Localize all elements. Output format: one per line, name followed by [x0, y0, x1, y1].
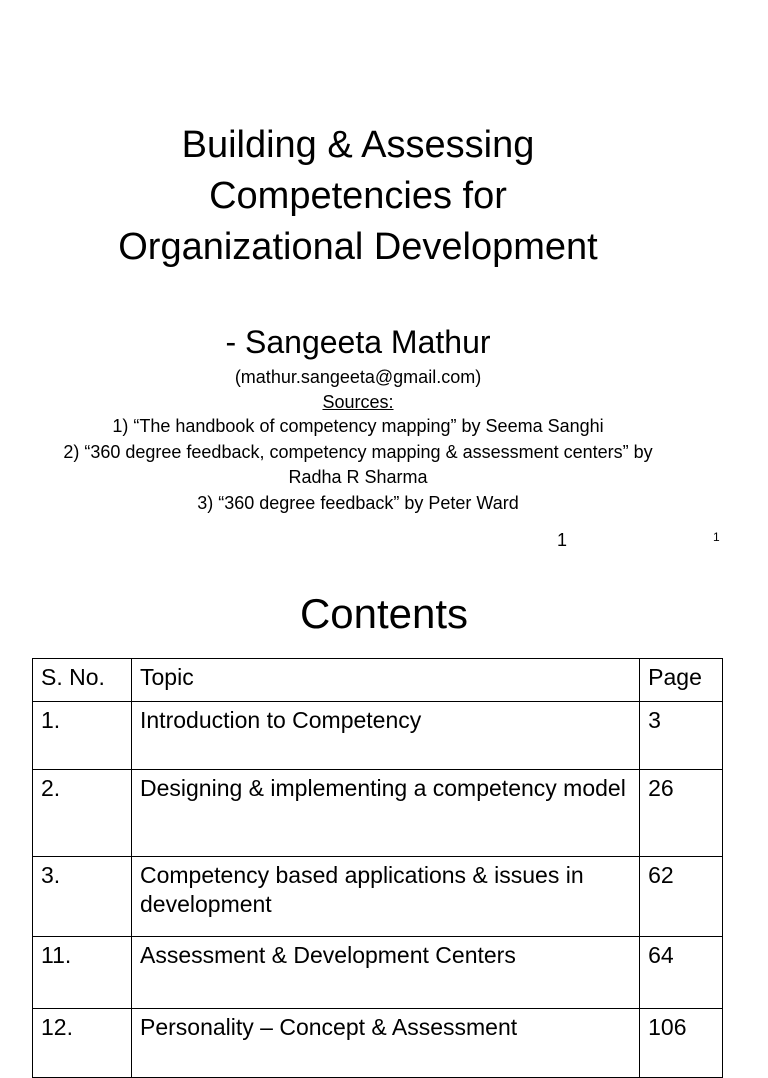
cell-page: 106: [640, 1009, 723, 1078]
cell-sno: 11.: [33, 937, 132, 1009]
author-email: (mathur.sangeeta@gmail.com): [234, 367, 482, 387]
title-line-2: Competencies for: [209, 175, 507, 217]
cell-topic: Introduction to Competency: [132, 702, 640, 770]
cell-topic: Assessment & Development Centers: [132, 937, 640, 1009]
table-row: [33, 937, 723, 1009]
cell-sno: 1.: [33, 702, 132, 770]
table-row: [33, 770, 723, 857]
header-sno: S. No.: [33, 659, 132, 702]
cell-sno: 2.: [33, 770, 132, 857]
source-item: 3) “360 degree feedback” by Peter Ward: [197, 492, 519, 513]
cell-page: 26: [640, 770, 723, 857]
table-header-row: [33, 659, 723, 702]
cell-topic: Personality – Concept & Assessment: [132, 1009, 640, 1078]
cell-sno: 3.: [33, 857, 132, 937]
table-row: [33, 857, 723, 937]
cell-page: 62: [640, 857, 723, 937]
author-name: - Sangeeta Mathur: [225, 324, 491, 360]
cell-sno: 12.: [33, 1009, 132, 1078]
cell-page: 3: [640, 702, 723, 770]
sources-list: [0, 414, 716, 516]
title-line-3: Organizational Development: [118, 226, 598, 268]
table-row: [33, 702, 723, 770]
contents-title: Contents: [299, 590, 469, 637]
slide-number: 1: [557, 530, 568, 550]
slide-contents: [0, 560, 768, 1040]
header-topic: Topic: [132, 659, 640, 702]
header-page: Page: [640, 659, 723, 702]
page-number: 1: [713, 530, 720, 544]
source-item: 2) “360 degree feedback, competency mapping & assessment centers” by Radha R Sharma: [63, 441, 653, 487]
sources-heading: Sources:: [322, 392, 394, 412]
cell-topic: Designing & implementing a competency model: [132, 770, 640, 857]
table-row: [33, 1009, 723, 1078]
title-line-1: Building & Assessing: [181, 124, 535, 166]
presentation-title: [0, 120, 742, 273]
cell-page: 64: [640, 937, 723, 1009]
contents-table: [32, 658, 723, 1078]
source-item: 1) “The handbook of competency mapping” by Seema Sanghi: [112, 416, 604, 436]
cell-topic: Competency based applications & issues in development: [132, 857, 640, 937]
